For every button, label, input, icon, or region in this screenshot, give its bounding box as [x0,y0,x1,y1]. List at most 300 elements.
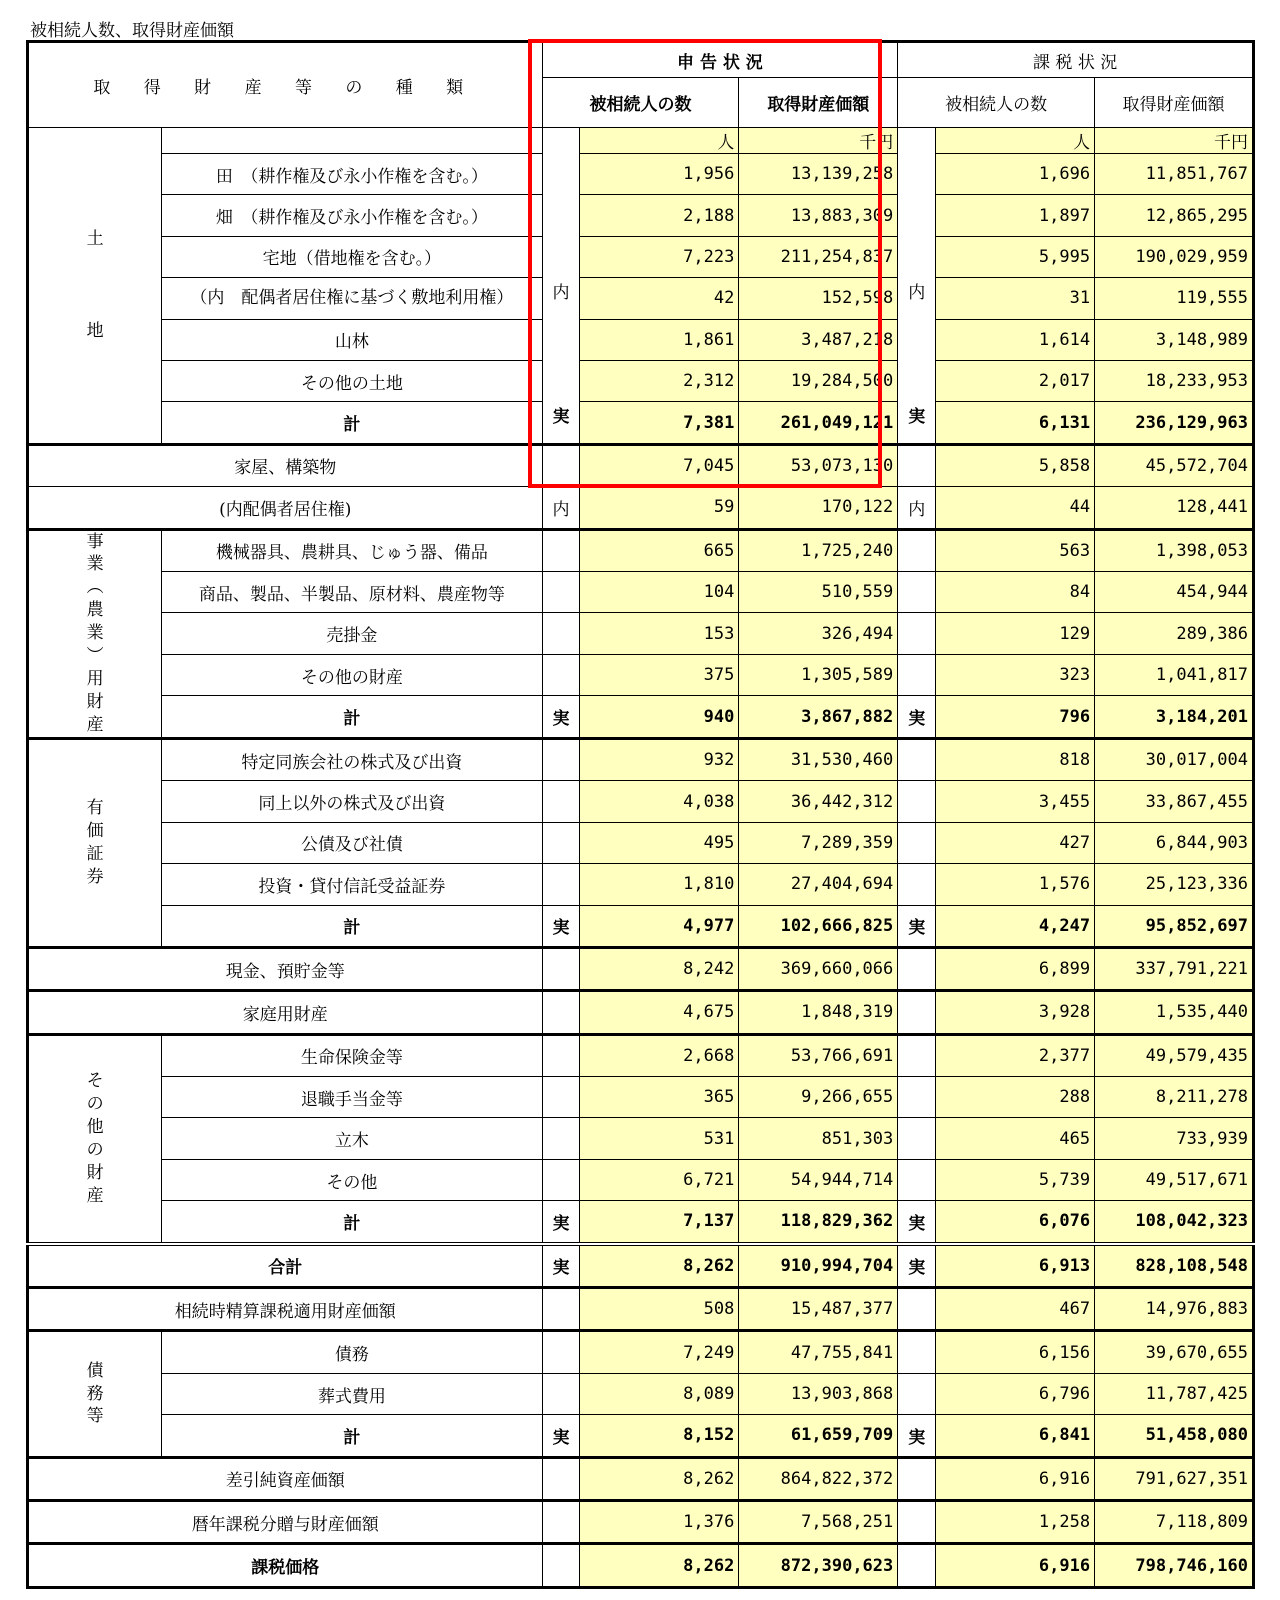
kazei-value: 236,129,963 [1095,402,1254,444]
shinkoku-people: 1,861 [580,319,739,360]
mark-shinkoku [542,572,580,613]
kazei-value: 119,555 [1095,278,1254,319]
table-row [28,1544,1254,1587]
table-body [28,42,1254,1588]
shinkoku-value: 326,494 [739,613,898,654]
kazei-value: 18,233,953 [1095,360,1254,401]
table-row [28,154,1254,195]
kazei-value: 3,148,989 [1095,319,1254,360]
kazei-people: 288 [936,1077,1095,1118]
kazei-value: 733,939 [1095,1118,1254,1159]
row-label: （内 配偶者居住権に基づく敷地利用権） [162,278,542,319]
row-label: 機械器具、農耕具、じゅう器、備品 [162,529,542,571]
mark-shinkoku [542,654,580,695]
mark-kazei: 実 [898,905,936,947]
shinkoku-people: 7,249 [580,1331,739,1373]
kazei-people: 2,017 [936,360,1095,401]
shinkoku-people: 8,262 [580,1457,739,1500]
shinkoku-people: 2,188 [580,195,739,236]
kazei-value: 30,017,004 [1095,738,1254,780]
kazei-people: 3,928 [936,991,1095,1034]
mark-kazei [898,1077,936,1118]
mark-slot [543,315,580,356]
shinkoku-people: 4,675 [580,991,739,1034]
mark-shinkoku [542,1331,580,1373]
row-label: 公債及び社債 [162,822,542,863]
kazei-people: 6,796 [936,1373,1095,1414]
row-label: 田 （耕作権及び永小作権を含む。） [162,154,542,195]
mark-shinkoku: 実 [542,1244,580,1288]
row-label: 差引純資産価額 [28,1457,543,1500]
kazei-value: 128,441 [1095,487,1254,529]
shinkoku-value: 15,487,377 [739,1288,898,1331]
mark-kazei [898,781,936,822]
shinkoku-people: 153 [580,613,739,654]
shinkoku-people: 1,376 [580,1500,739,1543]
kazei-value: 45,572,704 [1095,444,1254,486]
shinkoku-value: 36,442,312 [739,781,898,822]
mark-shinkoku: 実 [542,1201,580,1244]
kazei-people: 5,995 [936,236,1095,277]
shinkoku-people: 8,262 [580,1544,739,1587]
row-label: 同上以外の株式及び出資 [162,781,542,822]
shinkoku-value: 369,660,066 [739,947,898,990]
table-row [28,1288,1254,1331]
shinkoku-value: 53,766,691 [739,1034,898,1076]
shinkoku-value: 3,487,218 [739,319,898,360]
mark-kazei [898,444,936,486]
kazei-value: 11,787,425 [1095,1373,1254,1414]
mark-shinkoku [542,1159,580,1200]
header-shinkoku-value: 取得財産価額 [739,78,898,128]
kazei-people: 1,696 [936,154,1095,195]
shinkoku-people: 8,089 [580,1373,739,1414]
mark-shinkoku [542,613,580,654]
mark-shinkoku [542,781,580,822]
row-label: 家屋、構築物 [28,444,543,486]
shinkoku-people: 1,956 [580,154,739,195]
group-other [28,1034,162,1243]
shinkoku-people: 1,810 [580,864,739,905]
kazei-value: 49,517,671 [1095,1159,1254,1200]
table-row [28,319,1254,360]
row-label: 計 [162,905,542,947]
table-row [28,1373,1254,1414]
table-row [28,1159,1254,1200]
shinkoku-people: 7,223 [580,236,739,277]
kazei-value: 190,029,959 [1095,236,1254,277]
unit-shinkoku-value: 千円 [739,128,898,154]
kazei-value: 33,867,455 [1095,781,1254,822]
mark-shinkoku [542,1373,580,1414]
mark-slot: 実 [908,407,926,428]
shinkoku-value: 152,598 [739,278,898,319]
kazei-people: 427 [936,822,1095,863]
shinkoku-value: 27,404,694 [739,864,898,905]
table-row [28,613,1254,654]
kazei-value: 8,211,278 [1095,1077,1254,1118]
mark-shinkoku [542,1544,580,1587]
table-row [28,1118,1254,1159]
shinkoku-value: 13,883,309 [739,195,898,236]
unit-kazei-people: 人 [936,128,1095,154]
shinkoku-people: 365 [580,1077,739,1118]
row-label: 投資・貸付信託受益証券 [162,864,542,905]
table-row [28,1457,1254,1500]
table-row [28,654,1254,695]
mark-kazei [898,1457,936,1500]
kazei-value: 95,852,697 [1095,905,1254,947]
shinkoku-value: 170,122 [739,487,898,529]
table-row [28,572,1254,613]
shinkoku-people: 7,381 [580,402,739,444]
shinkoku-value: 53,073,130 [739,444,898,486]
shinkoku-people: 4,038 [580,781,739,822]
header-shinkoku: 申 告 状 況 [542,42,898,78]
header-kazei-value: 取得財産価額 [1095,78,1254,128]
mark-kazei [898,991,936,1034]
mark-slot [543,149,580,190]
mark-slot [898,190,935,231]
kazei-people: 1,576 [936,864,1095,905]
shinkoku-value: 7,568,251 [739,1500,898,1543]
table-row [28,822,1254,863]
shinkoku-people: 375 [580,654,739,695]
mark-slot [898,315,935,356]
mark-slot: 内 [552,283,570,304]
kazei-value: 25,123,336 [1095,864,1254,905]
kazei-people: 818 [936,738,1095,780]
kazei-people: 5,858 [936,444,1095,486]
kazei-value: 12,865,295 [1095,195,1254,236]
row-label: 売掛金 [162,613,542,654]
kazei-people: 6,913 [936,1244,1095,1288]
mark-shinkoku [542,822,580,863]
row-label: 現金、預貯金等 [28,947,543,990]
kazei-people: 6,899 [936,947,1095,990]
header-kind: 取 得 財 産 等 の 種 類 [28,42,543,128]
kazei-value: 791,627,351 [1095,1457,1254,1500]
kazei-people: 6,841 [936,1415,1095,1457]
kazei-value: 1,535,440 [1095,991,1254,1034]
table-row [28,781,1254,822]
table-row [28,1077,1254,1118]
row-label: 退職手当金等 [162,1077,542,1118]
kazei-people: 44 [936,487,1095,529]
mark-shinkoku [542,864,580,905]
group-sec-label: 有 価 証 券 [86,798,104,887]
mark-kazei [898,1034,936,1076]
shinkoku-value: 211,254,837 [739,236,898,277]
kazei-value: 11,851,767 [1095,154,1254,195]
mark-shinkoku [542,1500,580,1543]
row-label: 計 [162,402,542,444]
row-label: 山林 [162,319,542,360]
shinkoku-value: 1,848,319 [739,991,898,1034]
mark-shinkoku [542,738,580,780]
mark-shinkoku: 内 [542,487,580,529]
table-row [28,991,1254,1034]
kazei-value: 39,670,655 [1095,1331,1254,1373]
mark-kazei [898,1331,936,1373]
header-kazei-people: 被相続人の数 [898,78,1095,128]
table-row [28,1331,1254,1373]
table-row [28,278,1254,319]
shinkoku-value: 872,390,623 [739,1544,898,1587]
mark-slot: 内 [908,283,926,304]
group-sec [28,738,162,947]
kazei-people: 6,131 [936,402,1095,444]
header-kazei: 課 税 状 況 [898,42,1254,78]
shinkoku-value: 864,822,372 [739,1457,898,1500]
shinkoku-value: 261,049,121 [739,402,898,444]
mark-kazei [898,572,936,613]
mark-slot [543,232,580,273]
row-label: 課税価格 [28,1544,543,1587]
kazei-people: 796 [936,696,1095,739]
table-row [28,402,1254,444]
mark-kazei [898,864,936,905]
shinkoku-value: 3,867,882 [739,696,898,739]
kazei-people: 4,247 [936,905,1095,947]
mark-slot [543,128,580,149]
row-label: 合計 [28,1244,543,1288]
shinkoku-value: 19,284,500 [739,360,898,401]
kazei-people: 2,377 [936,1034,1095,1076]
shinkoku-people: 665 [580,529,739,571]
mark-shinkoku [542,529,580,571]
group-debt-label: 債 務 等 [86,1360,104,1427]
table-row [28,1244,1254,1288]
mark-stack [898,128,935,439]
kazei-people: 467 [936,1288,1095,1331]
shinkoku-people: 940 [580,696,739,739]
shinkoku-people: 495 [580,822,739,863]
kazei-people: 465 [936,1118,1095,1159]
shinkoku-people: 8,152 [580,1415,739,1457]
mark-shinkoku [542,1077,580,1118]
kazei-people: 1,897 [936,195,1095,236]
header-shinkoku-people: 被相続人の数 [542,78,739,128]
shinkoku-value: 61,659,709 [739,1415,898,1457]
row-label: 商品、製品、半製品、原材料、農産物等 [162,572,542,613]
shinkoku-people: 2,668 [580,1034,739,1076]
mark-shinkoku [542,1288,580,1331]
kazei-value: 3,184,201 [1095,696,1254,739]
row-label: 計 [162,1201,542,1244]
mark-col-shinkoku [542,128,580,445]
kazei-value: 454,944 [1095,572,1254,613]
mark-kazei: 内 [898,487,936,529]
shinkoku-people: 2,312 [580,360,739,401]
row-label: 特定同族会社の株式及び出資 [162,738,542,780]
shinkoku-people: 104 [580,572,739,613]
row-label: 家庭用財産 [28,991,543,1034]
mark-kazei [898,613,936,654]
mark-shinkoku: 実 [542,905,580,947]
group-biz-label: 事 業 ︵ 農 業 ︶ 用 財 産 [86,531,104,736]
kazei-people: 3,455 [936,781,1095,822]
kazei-value: 337,791,221 [1095,947,1254,990]
kazei-people: 6,156 [936,1331,1095,1373]
shinkoku-value: 13,903,868 [739,1373,898,1414]
row-label: 計 [162,1415,542,1457]
mark-kazei [898,529,936,571]
kazei-value: 108,042,323 [1095,1201,1254,1244]
mark-kazei [898,947,936,990]
shinkoku-value: 1,305,589 [739,654,898,695]
row-label: 暦年課税分贈与財産価額 [28,1500,543,1543]
mark-shinkoku [542,1118,580,1159]
table-row [28,236,1254,277]
mark-kazei [898,1500,936,1543]
mark-slot: 実 [552,407,570,428]
table-row [28,696,1254,739]
kazei-people: 84 [936,572,1095,613]
row-label: 宅地（借地権を含む。） [162,236,542,277]
kazei-people: 31 [936,278,1095,319]
kazei-people: 6,916 [936,1457,1095,1500]
group-debt [28,1331,162,1457]
mark-kazei: 実 [898,1244,936,1288]
shinkoku-people: 59 [580,487,739,529]
kazei-value: 1,041,817 [1095,654,1254,695]
row-label: 葬式費用 [162,1373,542,1414]
kazei-people: 6,916 [936,1544,1095,1587]
shinkoku-people: 4,977 [580,905,739,947]
table-row [28,1500,1254,1543]
table-row [28,195,1254,236]
shinkoku-value: 9,266,655 [739,1077,898,1118]
mark-kazei [898,1544,936,1587]
shinkoku-value: 7,289,359 [739,822,898,863]
mark-kazei [898,1159,936,1200]
table-row [28,905,1254,947]
kazei-value: 7,118,809 [1095,1500,1254,1543]
row-label: 生命保険金等 [162,1034,542,1076]
table-row [28,1415,1254,1457]
mark-kazei [898,738,936,780]
row-label: 計 [162,696,542,739]
table-row [28,947,1254,990]
kazei-people: 323 [936,654,1095,695]
shinkoku-value: 510,559 [739,572,898,613]
mark-kazei [898,822,936,863]
shinkoku-people: 531 [580,1118,739,1159]
mark-shinkoku [542,1034,580,1076]
table-row [28,360,1254,401]
row-label: その他の土地 [162,360,542,401]
group-biz [28,529,162,738]
mark-kazei [898,1288,936,1331]
shinkoku-people: 7,137 [580,1201,739,1244]
table-row [28,487,1254,529]
mark-kazei: 実 [898,696,936,739]
shinkoku-value: 851,303 [739,1118,898,1159]
row-label: 立木 [162,1118,542,1159]
shinkoku-value: 910,994,704 [739,1244,898,1288]
mark-slot [898,356,935,397]
shinkoku-value: 31,530,460 [739,738,898,780]
mark-col-kazei [898,128,936,445]
mark-shinkoku: 実 [542,696,580,739]
shinkoku-people: 8,242 [580,947,739,990]
mark-shinkoku [542,947,580,990]
unit-kazei-value: 千円 [1095,128,1254,154]
kazei-people: 1,258 [936,1500,1095,1543]
mark-shinkoku [542,444,580,486]
row-label: その他の財産 [162,654,542,695]
shinkoku-people: 6,721 [580,1159,739,1200]
unit-spacer [162,128,542,154]
mark-slot [898,128,935,149]
row-label: 相続時精算課税適用財産価額 [28,1288,543,1331]
shinkoku-people: 8,262 [580,1244,739,1288]
shinkoku-people: 42 [580,278,739,319]
row-label: (内配偶者居住権) [28,487,543,529]
kazei-people: 129 [936,613,1095,654]
table-row [28,1201,1254,1244]
row-label: 債務 [162,1331,542,1373]
kazei-people: 5,739 [936,1159,1095,1200]
shinkoku-value: 1,725,240 [739,529,898,571]
table-row [28,529,1254,571]
mark-slot [898,149,935,190]
row-label: その他 [162,1159,542,1200]
mark-kazei [898,1373,936,1414]
group-land-label: 土 地 [86,229,104,341]
shinkoku-value: 13,139,258 [739,154,898,195]
mark-kazei: 実 [898,1415,936,1457]
table-row [28,864,1254,905]
group-land [28,128,162,445]
kazei-value: 828,108,548 [1095,1244,1254,1288]
mark-stack [543,128,580,439]
table-row [28,444,1254,486]
table-caption: 被相続人数、取得財産価額 [30,21,234,41]
table-row [28,1034,1254,1076]
kazei-people: 6,076 [936,1201,1095,1244]
row-label: 畑 （耕作権及び永小作権を含む。） [162,195,542,236]
shinkoku-people: 932 [580,738,739,780]
mark-shinkoku [542,1457,580,1500]
shinkoku-value: 118,829,362 [739,1201,898,1244]
mark-slot [543,356,580,397]
kazei-value: 798,746,160 [1095,1544,1254,1587]
kazei-people: 1,614 [936,319,1095,360]
mark-shinkoku: 実 [542,1415,580,1457]
shinkoku-value: 102,666,825 [739,905,898,947]
mark-slot [898,232,935,273]
property-table [26,40,1255,1589]
kazei-value: 6,844,903 [1095,822,1254,863]
shinkoku-value: 47,755,841 [739,1331,898,1373]
mark-kazei: 実 [898,1201,936,1244]
mark-kazei [898,1118,936,1159]
kazei-value: 51,458,080 [1095,1415,1254,1457]
shinkoku-value: 54,944,714 [739,1159,898,1200]
shinkoku-people: 508 [580,1288,739,1331]
mark-kazei [898,654,936,695]
mark-slot [543,190,580,231]
shinkoku-people: 7,045 [580,444,739,486]
mark-shinkoku [542,991,580,1034]
kazei-people: 563 [936,529,1095,571]
group-other-label: そ の 他 の 財 産 [86,1070,104,1206]
kazei-value: 1,398,053 [1095,529,1254,571]
table-row [28,738,1254,780]
kazei-value: 14,976,883 [1095,1288,1254,1331]
